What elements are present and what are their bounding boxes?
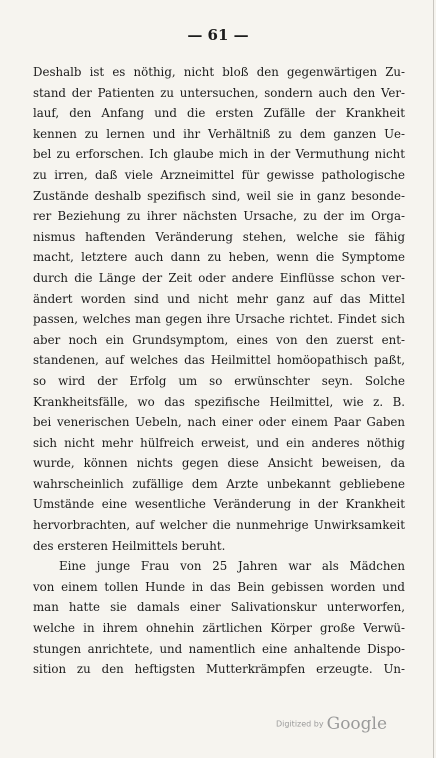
text-line: Eine junge Frau von 25 Jahren war als Mädchen (59, 559, 405, 574)
text-line: stungen anrichtete, und namentlich eine anhaltende Dispo- (33, 641, 405, 656)
text-line: rer Beziehung zu ihrer nächsten Ursache, zu der im Orga- (33, 209, 405, 224)
text-line: hervorbrachten, auf welcher die nunmehrige Unwirksamkeit (33, 518, 405, 533)
text-line: stand der Patienten zu untersuchen, sondern auch den Ver- (33, 85, 405, 100)
text-line: man hatte sie damals einer Salivationskur unterworfen, (33, 600, 405, 615)
text-line: des ersteren Heilmittels beruht. (33, 538, 226, 553)
digitization-watermark (276, 714, 387, 734)
text-line: Krankheitsfälle, wo das spezifische Heilmittel, wie z. B. (33, 394, 405, 409)
text-line: welche in ihrem ohnehin zärtlichen Körper große Verwü- (33, 621, 405, 636)
text-line: macht, letztere auch dann zu heben, wenn die Symptome (33, 250, 405, 265)
page-number: — 61 — (187, 26, 249, 44)
text-line: durch die Länge der Zeit oder andere Einflüsse schon ver- (33, 270, 405, 285)
page-edge (433, 0, 434, 758)
text-line: nismus haftenden Veränderung stehen, welche sie fähig (33, 229, 405, 244)
text-line: ändert worden sind und nicht mehr ganz auf das Mittel (33, 291, 405, 306)
text-line: Zustände deshalb spezifisch sind, weil sie in ganz besonde- (33, 188, 405, 203)
text-line: passen, welches man gegen ihre Ursache richtet. Findet sich (33, 312, 405, 327)
text-line: von einem tollen Hunde in das Bein gebissen worden und (33, 579, 405, 594)
text-line: wurde, können nichts gegen diese Ansicht beweisen, da (33, 456, 405, 471)
text-line: zu irren, daß viele Arzneimittel für gewisse pathologische (33, 167, 405, 182)
text-line: kennen zu lernen und ihr Verhältniß zu dem ganzen Ue- (33, 126, 405, 141)
text-line: bel zu erforschen. Ich glaube mich in der Vermuthung nicht (33, 147, 405, 162)
text-line: standenen, auf welches das Heilmittel homöopathisch paßt, (33, 353, 405, 368)
text-line: wahrscheinlich zufällige dem Arzte unbekannt gebliebene (33, 476, 405, 491)
text-line: bei venerischen Uebeln, nach einer oder einem Paar Gaben (33, 415, 405, 430)
watermark-brand: Google (326, 714, 388, 734)
text-line: Deshalb ist es nöthig, nicht bloß den gegenwärtigen Zu- (33, 65, 405, 79)
body-text (33, 62, 405, 680)
text-line: so wird der Erfolg um so erwünschter seyn. Solche (33, 373, 405, 388)
text-line: sich nicht mehr hülfreich erweist, und ein anderes nöthig (33, 435, 405, 450)
watermark-prefix: Digitized by (276, 719, 324, 729)
text-line: sition zu den heftigsten Mutterkrämpfen erzeugte. Un- (33, 662, 405, 677)
text-line: lauf, den Anfang und die ersten Zufälle der Krankheit (33, 106, 405, 121)
text-line: Umstände eine wesentliche Veränderung in der Krankheit (33, 497, 405, 512)
text-line: aber noch ein Grundsymptom, eines von den zuerst ent- (33, 332, 405, 347)
